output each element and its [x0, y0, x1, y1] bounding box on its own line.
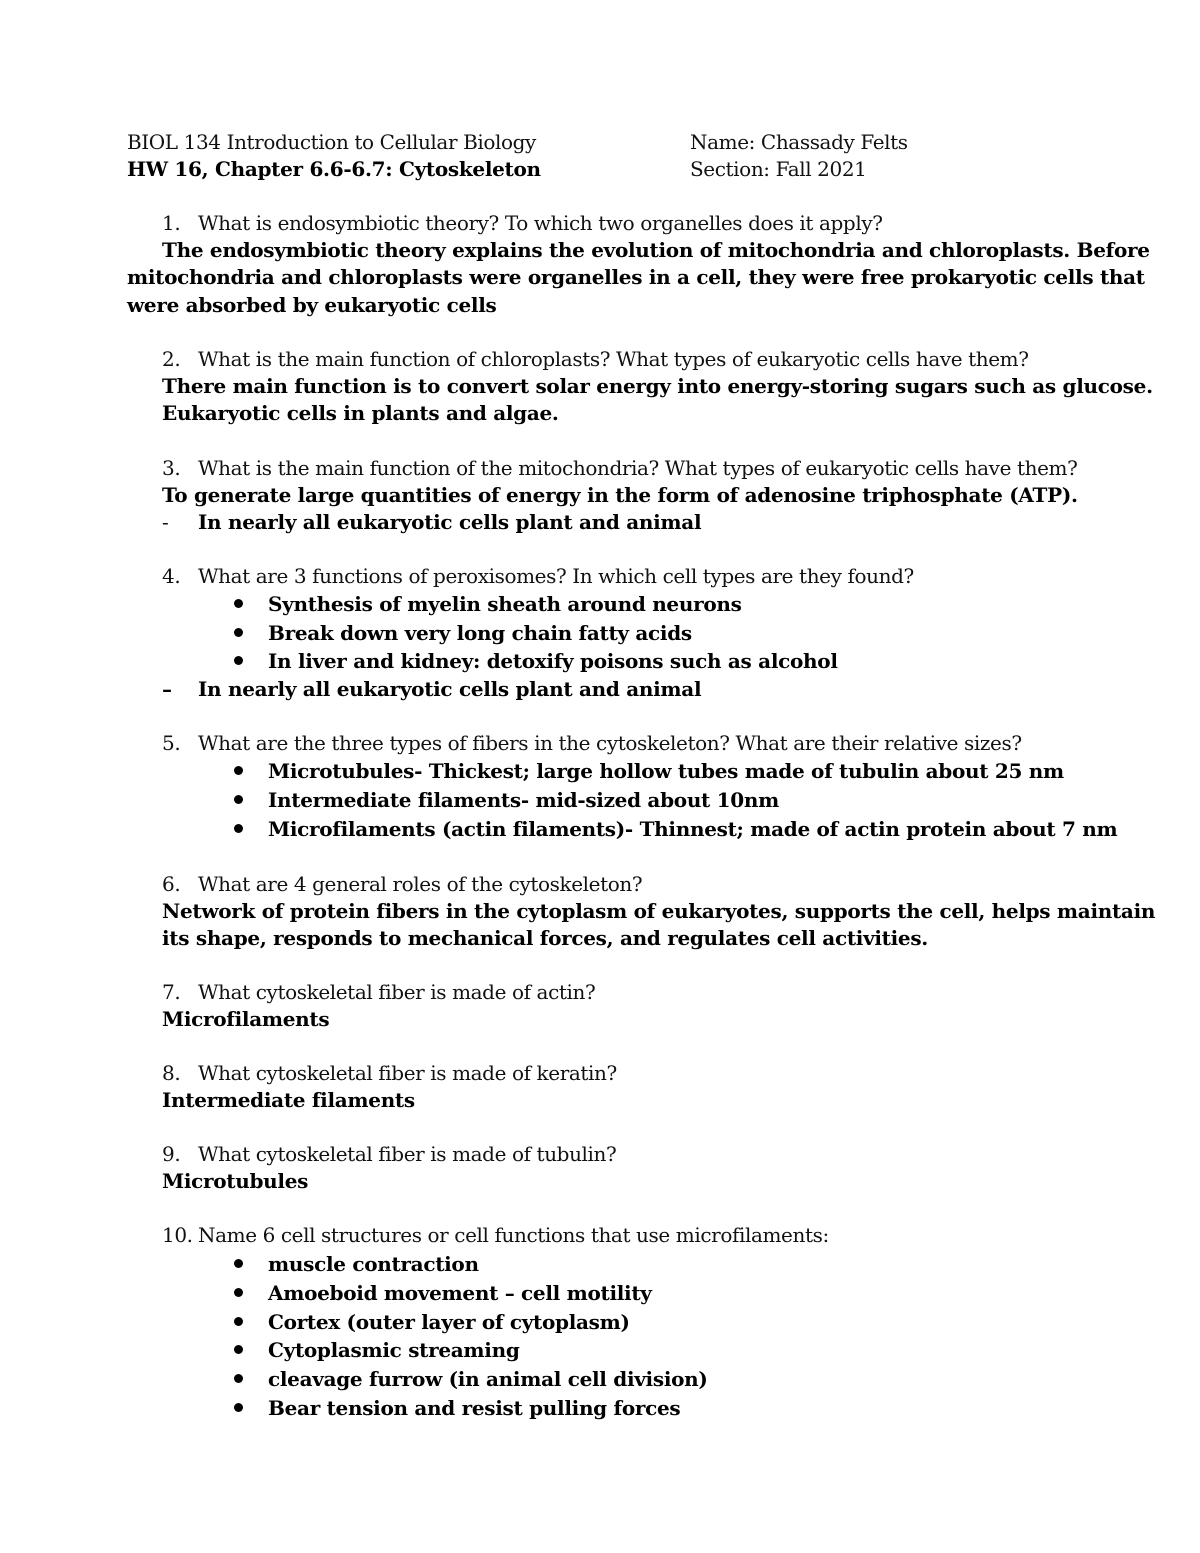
bullet-icon [234, 766, 243, 775]
question-number: 2. [162, 347, 181, 371]
question-number: 9. [162, 1142, 181, 1166]
bullet-item: Microfilaments (actin filaments)- Thinnest; made of actin protein about 7 nm [268, 817, 1118, 841]
dash-marker: – [162, 677, 172, 701]
bullet-item: muscle contraction [268, 1252, 479, 1276]
question-number: 6. [162, 872, 181, 896]
answer-line: In nearly all eukaryotic cells plant and animal [198, 677, 702, 701]
question-text: What is the main function of the mitochondria? What types of eukaryotic cells have them? [198, 456, 1078, 480]
question-number: 1. [162, 211, 181, 235]
bullet-item: Synthesis of myelin sheath around neurons [268, 592, 742, 616]
answer-line: Eukaryotic cells in plants and algae. [162, 401, 559, 425]
answer-line: The endosymbiotic theory explains the evolution of mitochondria and chloroplasts. Before [162, 238, 1150, 262]
bullet-icon [234, 795, 243, 804]
answer-line: To generate large quantities of energy in the form of adenosine triphosphate (ATP). [162, 483, 1078, 507]
question-text: What cytoskeletal fiber is made of keratin? [198, 1061, 617, 1085]
course-title: BIOL 134 Introduction to Cellular Biology [127, 130, 536, 154]
bullet-item: In liver and kidney: detoxify poisons such as alcohol [268, 649, 838, 673]
question-text: What are 3 functions of peroxisomes? In which cell types are they found? [198, 564, 914, 588]
dash-marker: - [162, 510, 169, 534]
bullet-item: Microtubules- Thickest; large hollow tubes made of tubulin about 25 nm [268, 759, 1064, 783]
bullet-icon [234, 628, 243, 637]
question-number: 5. [162, 731, 181, 755]
question-number: 3. [162, 456, 181, 480]
bullet-item: Bear tension and resist pulling forces [268, 1396, 681, 1420]
answer-line: Microfilaments [162, 1007, 330, 1031]
bullet-icon [234, 1288, 243, 1297]
bullet-icon [234, 1317, 243, 1326]
answer-line: were absorbed by eukaryotic cells [127, 293, 497, 317]
question-text: What cytoskeletal fiber is made of actin? [198, 980, 596, 1004]
question-number: 4. [162, 564, 181, 588]
assignment-title: HW 16, Chapter 6.6-6.7: Cytoskeleton [127, 157, 541, 181]
question-text: What is the main function of chloroplasts? What types of eukaryotic cells have them? [198, 347, 1029, 371]
bullet-item: Cytoplasmic streaming [268, 1338, 520, 1362]
question-text: Name 6 cell structures or cell functions that use microfilaments: [198, 1223, 829, 1247]
answer-line: In nearly all eukaryotic cells plant and animal [198, 510, 702, 534]
question-number: 10. [162, 1223, 193, 1247]
answer-line: Microtubules [162, 1169, 309, 1193]
bullet-item: Break down very long chain fatty acids [268, 621, 692, 645]
bullet-item: Amoeboid movement – cell motility [268, 1281, 652, 1305]
bullet-icon [234, 1374, 243, 1383]
bullet-item: cleavage furrow (in animal cell division) [268, 1367, 708, 1391]
bullet-icon [234, 599, 243, 608]
answer-line: mitochondria and chloroplasts were organelles in a cell, they were free prokaryotic cells that [127, 265, 1145, 289]
question-number: 7. [162, 980, 181, 1004]
question-text: What is endosymbiotic theory? To which two organelles does it apply? [198, 211, 883, 235]
bullet-icon [234, 1403, 243, 1412]
bullet-item: Intermediate filaments- mid-sized about 10nm [268, 788, 779, 812]
question-text: What cytoskeletal fiber is made of tubulin? [198, 1142, 617, 1166]
answer-line: Network of protein fibers in the cytoplasm of eukaryotes, supports the cell, helps maintain [162, 899, 1156, 923]
answer-line: its shape, responds to mechanical forces, and regulates cell activities. [162, 926, 928, 950]
question-text: What are the three types of fibers in the cytoskeleton? What are their relative sizes? [198, 731, 1022, 755]
bullet-icon [234, 1259, 243, 1268]
answer-line: There main function is to convert solar energy into energy-storing sugars such as glucose. [162, 374, 1153, 398]
question-number: 8. [162, 1061, 181, 1085]
bullet-item: Cortex (outer layer of cytoplasm) [268, 1310, 630, 1334]
bullet-icon [234, 656, 243, 665]
section-label: Section: Fall 2021 [690, 157, 867, 181]
answer-line: Intermediate filaments [162, 1088, 415, 1112]
student-name: Name: Chassady Felts [690, 130, 908, 154]
question-text: What are 4 general roles of the cytoskeleton? [198, 872, 643, 896]
bullet-icon [234, 1345, 243, 1354]
bullet-icon [234, 824, 243, 833]
